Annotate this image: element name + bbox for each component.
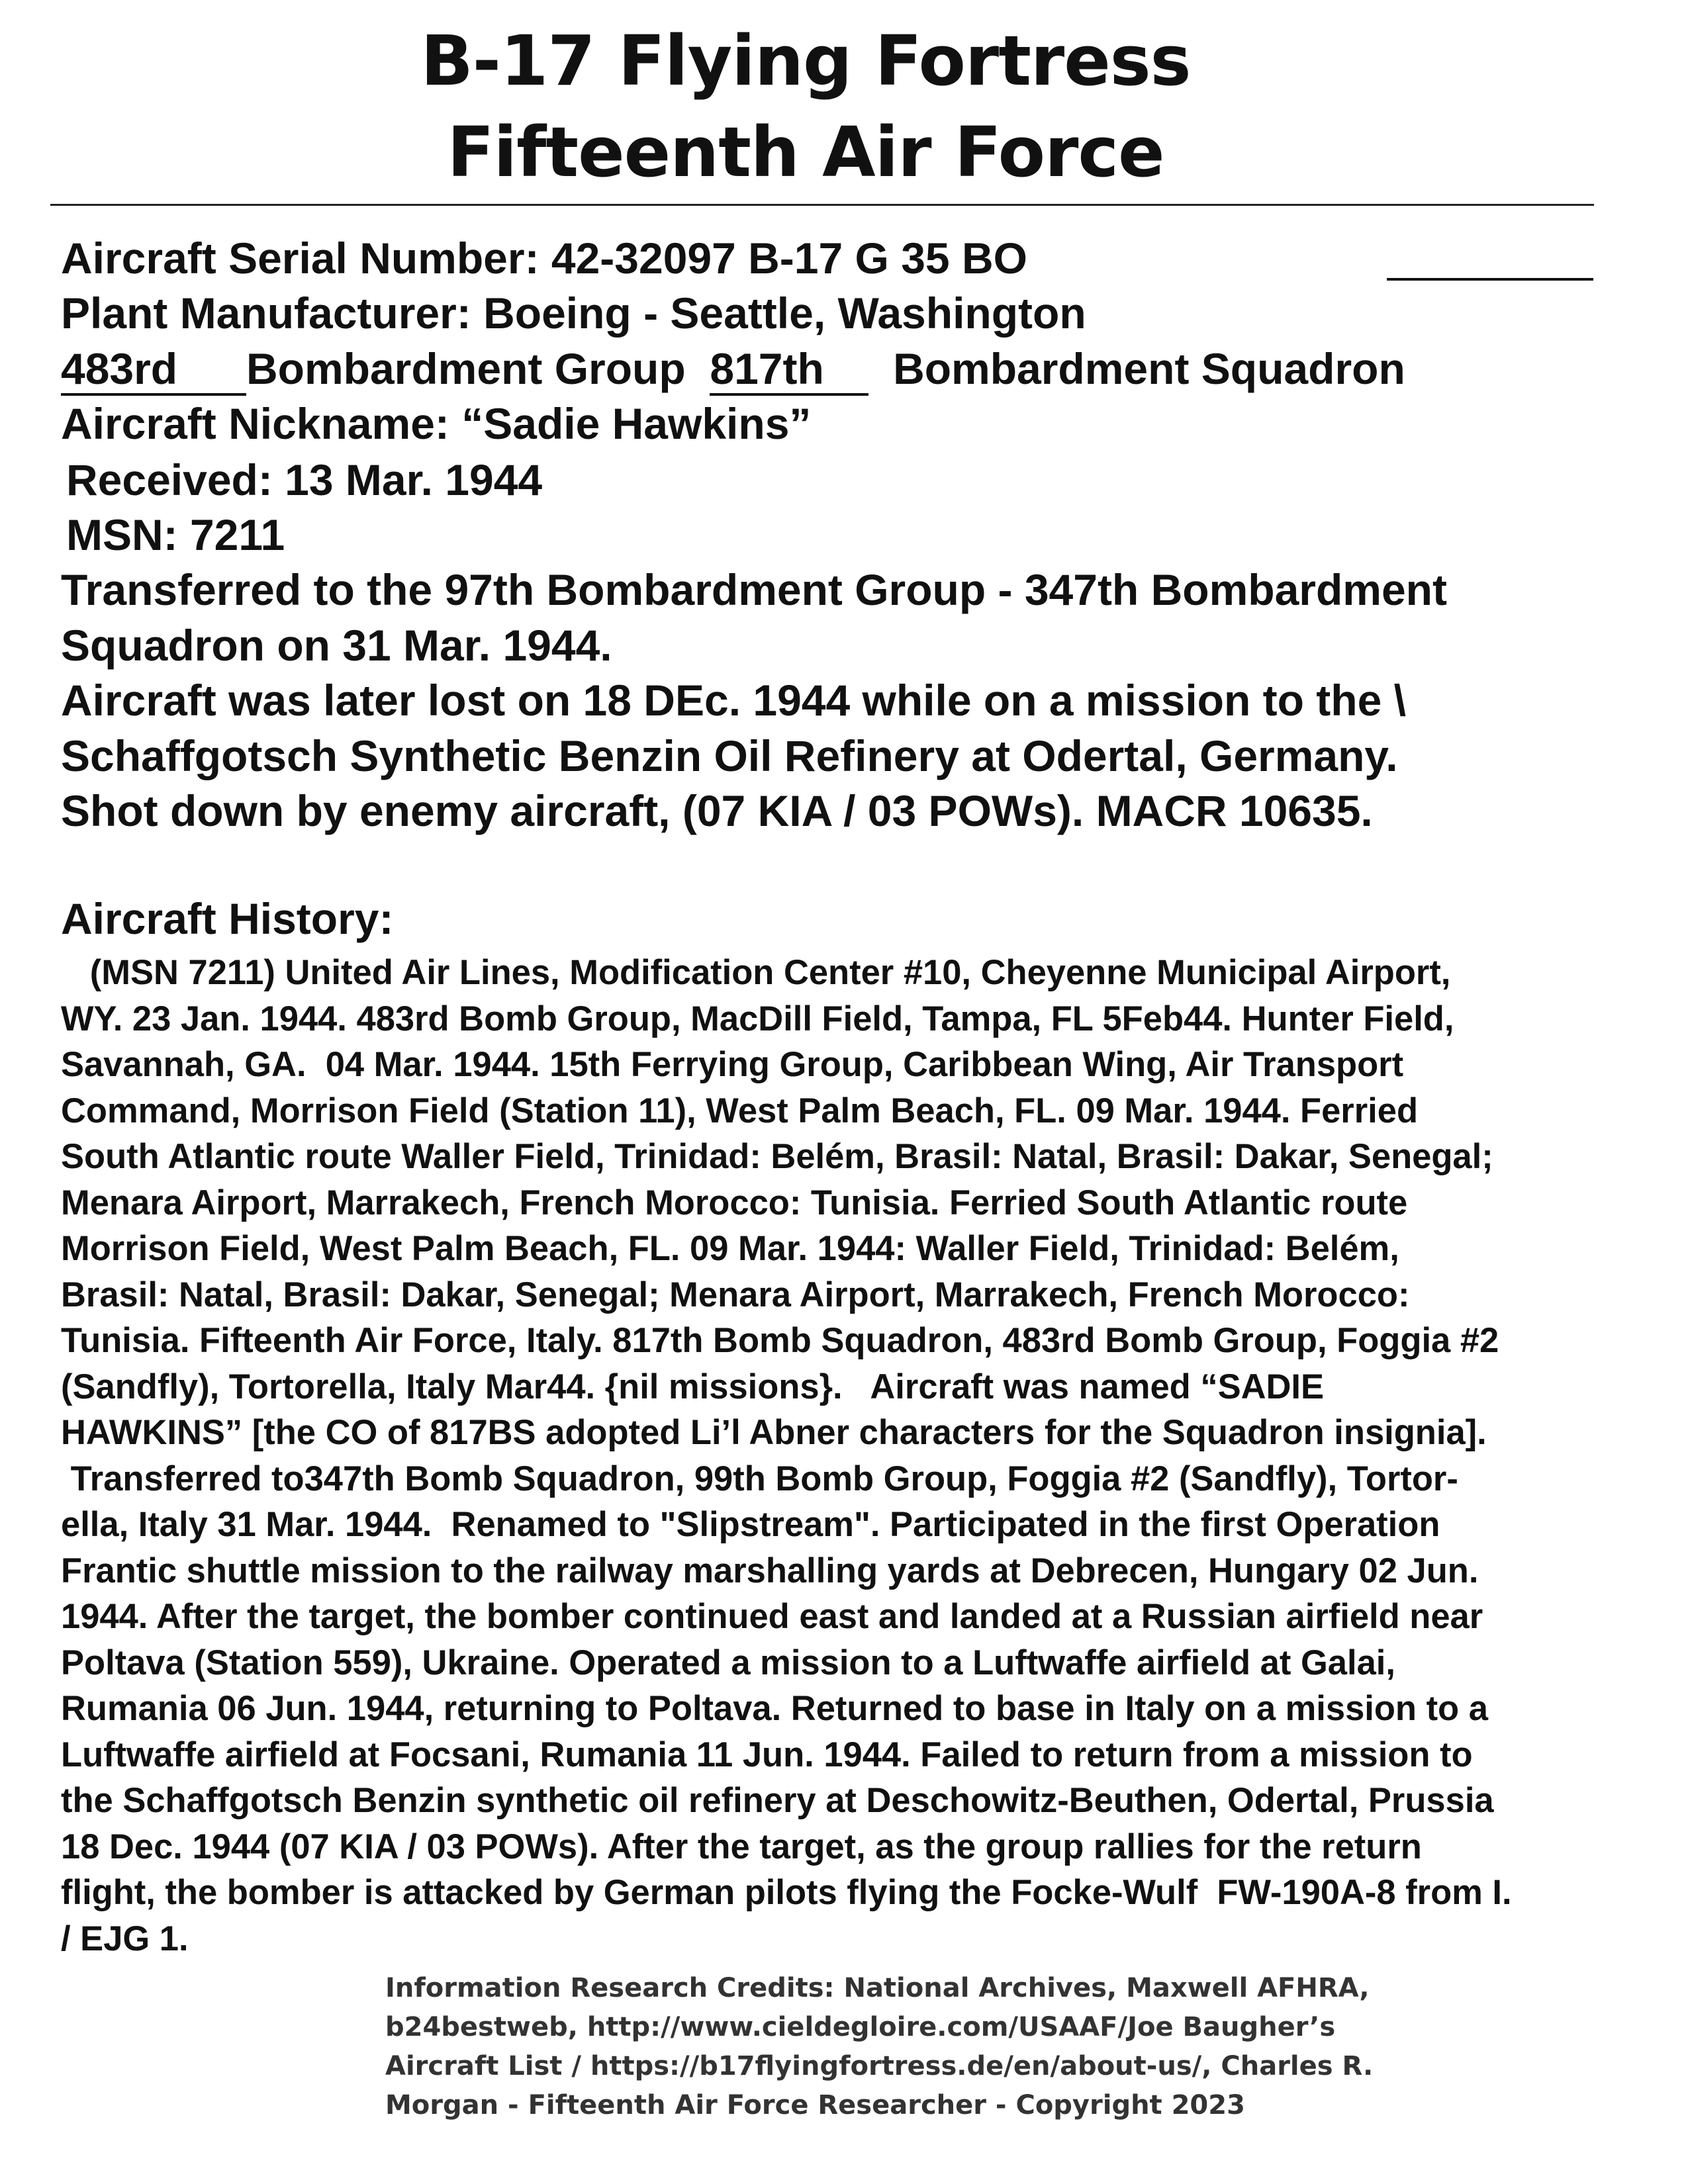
history-line: flight, the bomber is attacked by German pilots flying the Focke-Wulf FW-190A-8 from I. bbox=[61, 1873, 1512, 1912]
page-title: B-17 Flying Fortress bbox=[420, 21, 1191, 101]
history-line: Rumania 06 Jun. 1944, returning to Poltava. Returned to base in Italy on a mission to a bbox=[61, 1689, 1488, 1728]
msn-line: MSN: 7211 bbox=[66, 510, 285, 559]
serial-blank-underline bbox=[1387, 278, 1593, 281]
title-divider bbox=[50, 204, 1594, 206]
transfer-line-1: Transferred to the 97th Bombardment Group - 347th Bombardment bbox=[61, 565, 1447, 614]
page-subtitle: Fifteenth Air Force bbox=[447, 112, 1164, 193]
credits-line: Aircraft List / https://b17flyingfortress.de/en/about-us/, Charles R. bbox=[385, 2051, 1374, 2081]
history-line: South Atlantic route Waller Field, Trinidad: Belém, Brasil: Natal, Brasil: Dakar, Senegal; bbox=[61, 1137, 1493, 1176]
nickname-line: Aircraft Nickname: “Sadie Hawkins” bbox=[61, 399, 812, 448]
history-line: Command, Morrison Field (Station 11), West Palm Beach, FL. 09 Mar. 1944. Ferried bbox=[61, 1091, 1419, 1130]
history-line: / EJG 1. bbox=[61, 1919, 189, 1958]
history-line: WY. 23 Jan. 1944. 483rd Bomb Group, MacDill Field, Tampa, FL 5Feb44. Hunter Field, bbox=[61, 999, 1454, 1038]
received-line: Received: 13 Mar. 1944 bbox=[66, 455, 543, 504]
history-line: Transferred to347th Bomb Squadron, 99th Bomb Group, Foggia #2 (Sandfly), Tortor- bbox=[61, 1459, 1458, 1498]
manufacturer-line: Plant Manufacturer: Boeing - Seattle, Washington bbox=[61, 289, 1086, 338]
history-line: Brasil: Natal, Brasil: Dakar, Senegal; Menara Airport, Marrakech, French Morocco: bbox=[61, 1275, 1410, 1314]
history-line: the Schaffgotsch Benzin synthetic oil refinery at Deschowitz-Beuthen, Odertal, Prussia bbox=[61, 1781, 1494, 1820]
transfer-line-2: Squadron on 31 Mar. 1944. bbox=[61, 621, 612, 670]
history-line: Menara Airport, Marrakech, French Morocco: Tunisia. Ferried South Atlantic route bbox=[61, 1183, 1408, 1222]
history-heading: Aircraft History: bbox=[61, 894, 394, 943]
history-line: Luftwaffe airfield at Focsani, Rumania 11 Jun. 1944. Failed to return from a mission to bbox=[61, 1735, 1473, 1774]
loss-line-2: Schaffgotsch Synthetic Benzin Oil Refinery at Odertal, Germany. bbox=[61, 731, 1398, 780]
loss-line-1: Aircraft was later lost on 18 DEc. 1944 while on a mission to the \ bbox=[61, 676, 1406, 725]
history-line: Frantic shuttle mission to the railway marshalling yards at Debrecen, Hungary 02 Jun. bbox=[61, 1551, 1479, 1590]
history-line: 1944. After the target, the bomber continued east and landed at a Russian airfield near bbox=[61, 1597, 1483, 1636]
history-line: Savannah, GA. 04 Mar. 1944. 15th Ferrying Group, Caribbean Wing, Air Transport bbox=[61, 1045, 1404, 1084]
loss-line-3: Shot down by enemy aircraft, (07 KIA / 03 POWs). MACR 10635. bbox=[61, 786, 1373, 835]
group-label: Bombardment Group bbox=[246, 344, 686, 393]
history-body bbox=[61, 950, 1650, 1962]
group-squadron-line bbox=[61, 344, 1405, 396]
group-value: 483rd bbox=[61, 347, 246, 396]
credits-line: Morgan - Fifteenth Air Force Researcher - Copyright 2023 bbox=[385, 2090, 1245, 2120]
history-line: (MSN 7211) United Air Lines, Modification Center #10, Cheyenne Municipal Airport, bbox=[61, 953, 1451, 992]
credits-line: b24bestweb, http://www.cieldegloire.com/USAAF/Joe Baugher’s bbox=[385, 2012, 1336, 2042]
history-line: Morrison Field, West Palm Beach, FL. 09 Mar. 1944: Waller Field, Trinidad: Belém, bbox=[61, 1229, 1399, 1268]
serial-number-line: Aircraft Serial Number: 42-32097 B-17 G 35 BO bbox=[61, 234, 1027, 283]
history-line: HAWKINS” [the CO of 817BS adopted Li’l Abner characters for the Squadron insignia]. bbox=[61, 1413, 1487, 1452]
squadron-label: Bombardment Squadron bbox=[893, 344, 1405, 393]
history-line: Tunisia. Fifteenth Air Force, Italy. 817th Bomb Squadron, 483rd Bomb Group, Foggia #2 bbox=[61, 1321, 1499, 1360]
history-line: ella, Italy 31 Mar. 1944. Renamed to "Slipstream". Participated in the first Operation bbox=[61, 1505, 1440, 1544]
research-credits bbox=[385, 1969, 1373, 2125]
history-line: Poltava (Station 559), Ukraine. Operated a mission to a Luftwaffe airfield at Galai, bbox=[61, 1643, 1395, 1682]
credits-line: Information Research Credits: National Archives, Maxwell AFHRA, bbox=[385, 1973, 1370, 2003]
history-line: (Sandfly), Tortorella, Italy Mar44. {nil missions}. Aircraft was named “SADIE bbox=[61, 1367, 1325, 1406]
history-line: 18 Dec. 1944 (07 KIA / 03 POWs). After the target, as the group rallies for the return bbox=[61, 1827, 1422, 1866]
squadron-value: 817th bbox=[710, 347, 868, 396]
